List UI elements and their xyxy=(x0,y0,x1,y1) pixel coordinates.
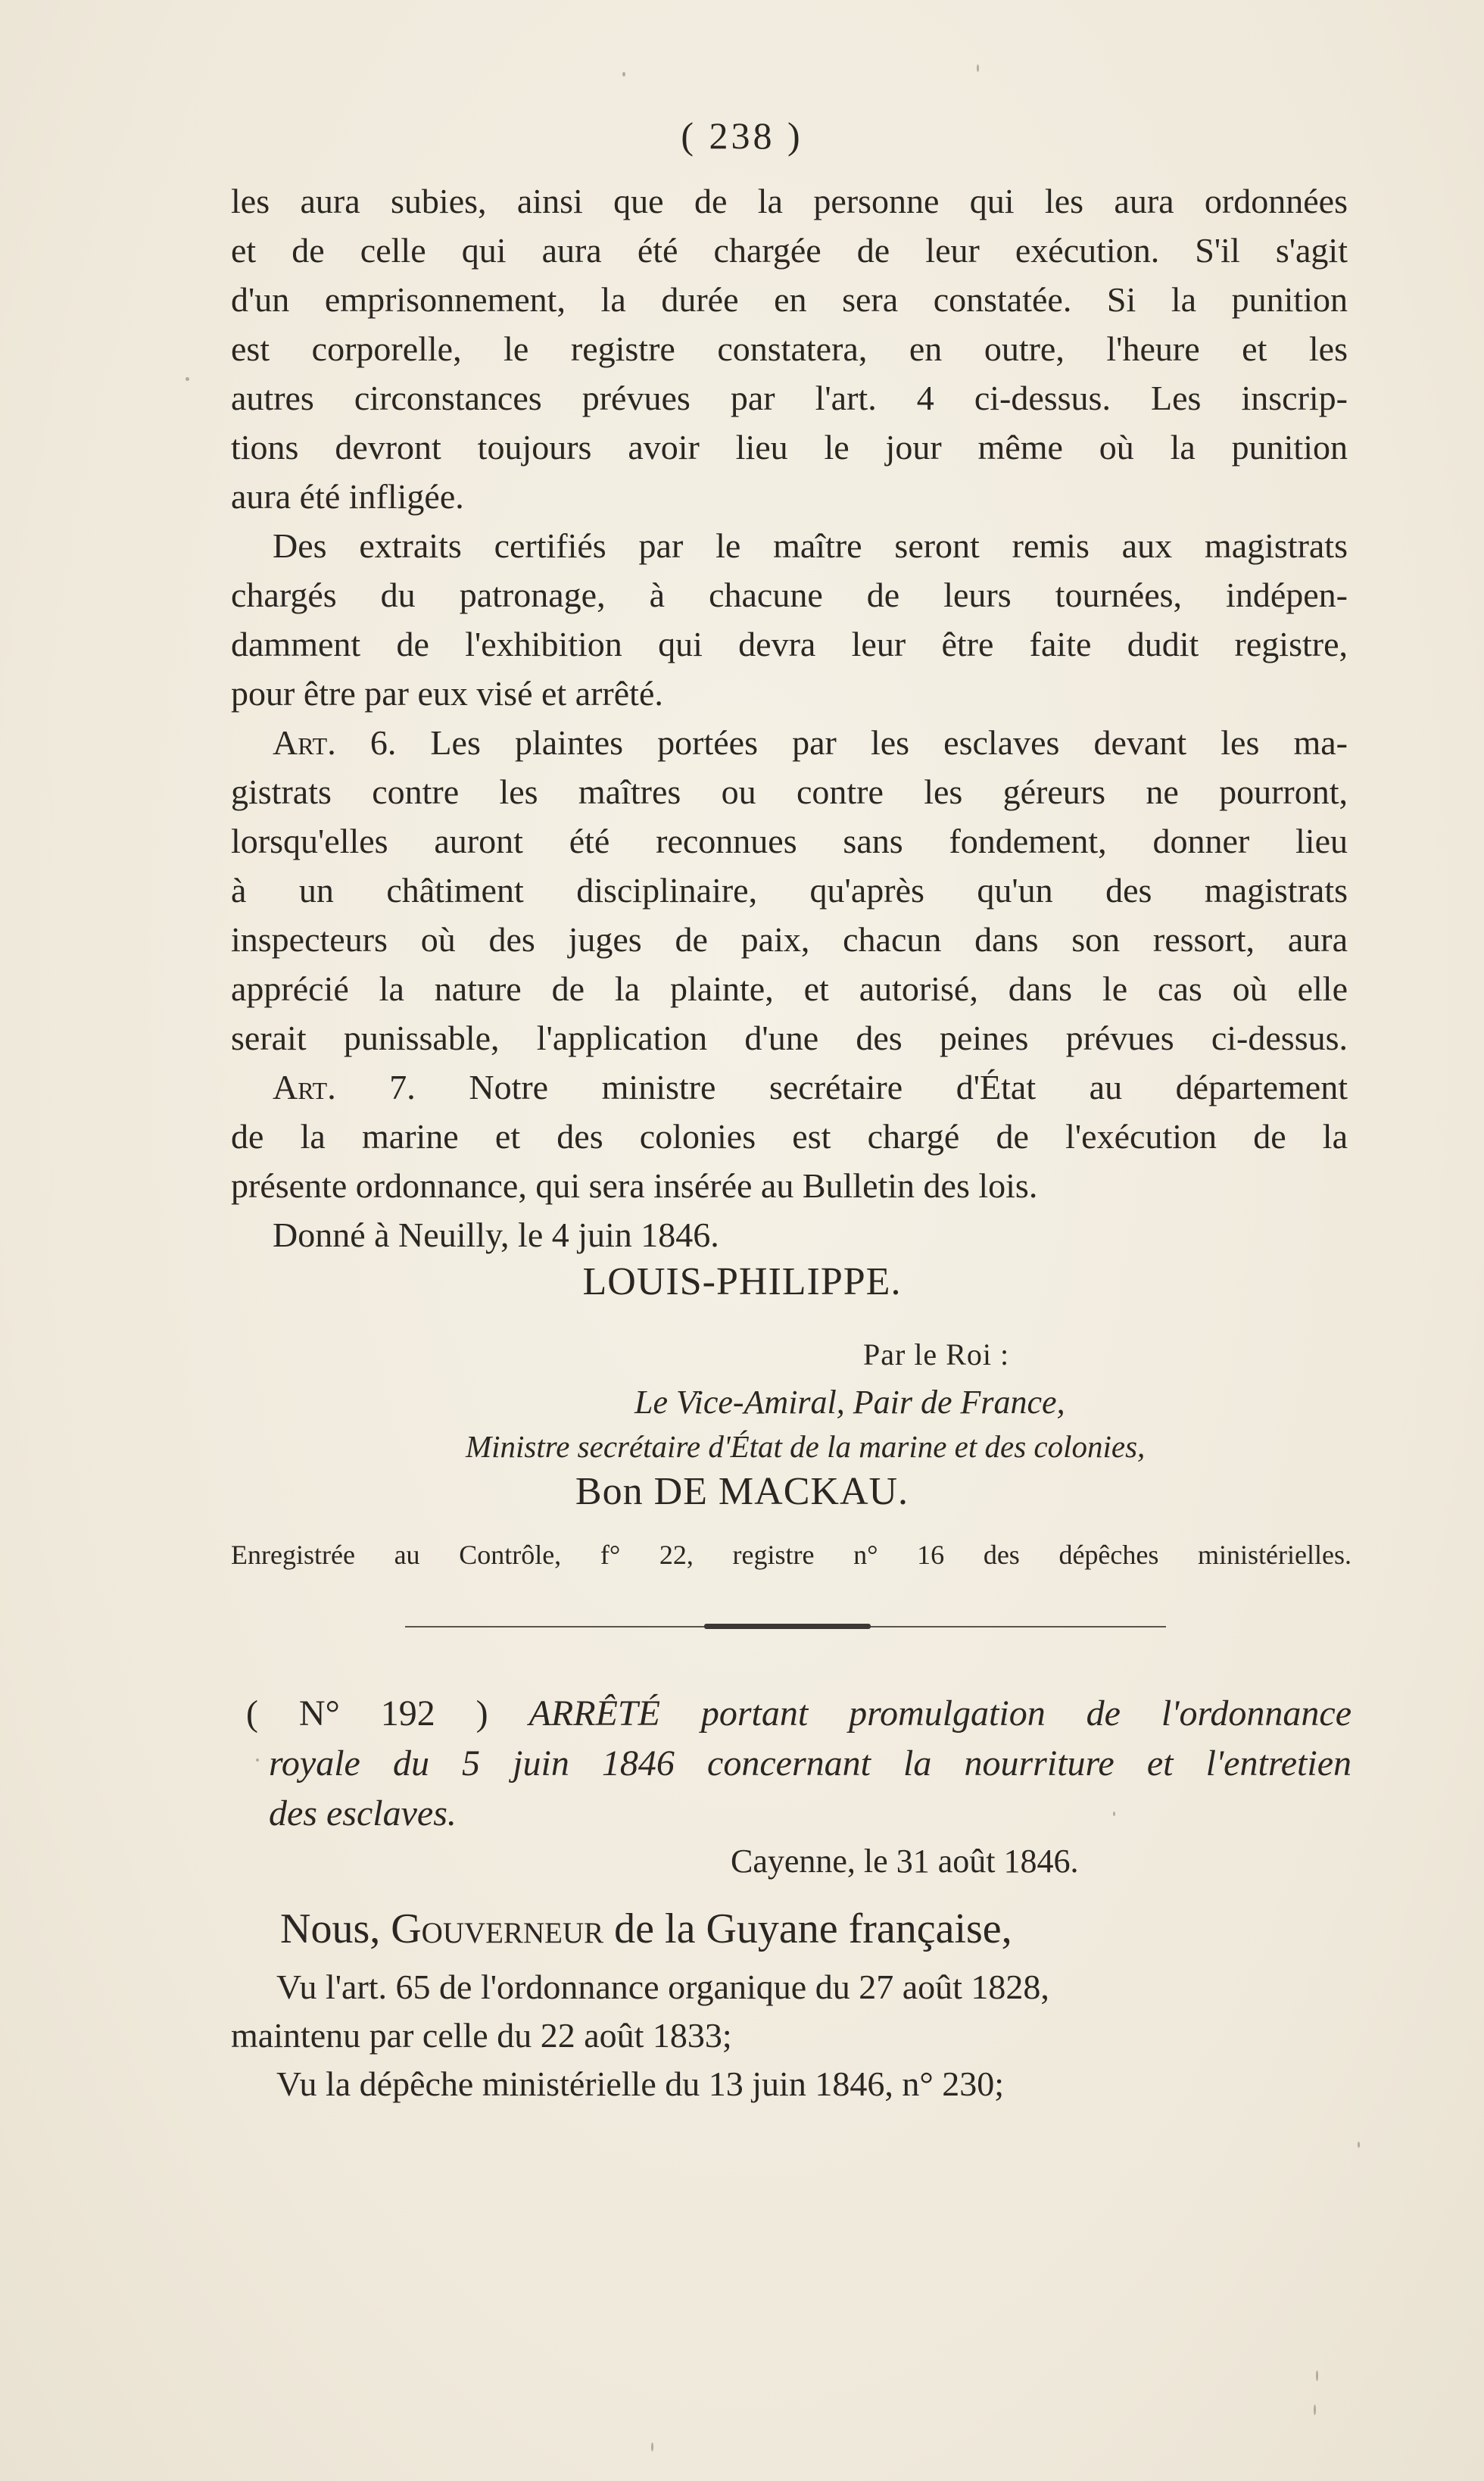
governor-heading xyxy=(280,1905,1012,1953)
extraits-paragraph xyxy=(231,521,1348,718)
text-line: d'un emprisonnement, la durée en sera constatée. Si la punition xyxy=(231,280,1348,319)
paper-speck xyxy=(1358,2142,1360,2148)
text-line xyxy=(231,1063,1348,1112)
nous-prefix: Nous, xyxy=(280,1905,391,1952)
ministre-line: Ministre secrétaire d'État de la marine et des colonies, xyxy=(466,1429,1146,1464)
text-line xyxy=(246,1689,1352,1739)
text-line: aura été infligée. xyxy=(231,477,464,516)
article-6 xyxy=(231,718,1348,1063)
king-signature: LOUIS-PHILIPPE. xyxy=(582,1260,902,1303)
text-line: autres circonstances prévues par l'art. 4 ci-dessus. Les inscrip- xyxy=(231,379,1348,417)
nous-suffix: de la Guyane française, xyxy=(603,1905,1012,1952)
governor-title: Gouverneur xyxy=(391,1905,604,1952)
arrete-header xyxy=(246,1689,1352,1839)
paper-speck xyxy=(651,2442,653,2451)
article-text: 7. Notre ministre secrétaire d'État au département xyxy=(335,1068,1348,1106)
arrete-title: ARRÊTÉ portant promulgation de l'ordonnance xyxy=(528,1693,1352,1734)
article-7 xyxy=(231,1063,1348,1259)
arrete-number: ( N° 192 ) xyxy=(246,1693,488,1734)
text-line: des esclaves. xyxy=(269,1793,457,1833)
article-label: Art. xyxy=(273,1068,336,1106)
par-le-roi: Par le Roi : xyxy=(863,1337,1010,1372)
text-line xyxy=(231,718,1348,767)
paper-speck xyxy=(1316,2370,1318,2381)
paper-speck xyxy=(977,64,979,72)
section-divider-center xyxy=(704,1624,871,1629)
text-line: lorsqu'elles auront été reconnues sans fondement, donner lieu xyxy=(231,822,1348,860)
text-line: inspecteurs où des juges de paix, chacun dans son ressort, aura xyxy=(231,920,1348,959)
paper-speck xyxy=(186,377,189,381)
page-number: ( 238 ) xyxy=(681,114,803,157)
text-line: de la marine et des colonies est chargé de l'exécution de la xyxy=(231,1117,1348,1156)
place-date: Cayenne, le 31 août 1846. xyxy=(731,1843,1079,1880)
text-line: apprécié la nature de la plainte, et autorisé, dans le cas où elle xyxy=(231,969,1348,1008)
paper-speck xyxy=(1314,2405,1316,2415)
paper-speck xyxy=(622,72,625,76)
minister-signature: Bon DE MACKAU. xyxy=(575,1470,909,1513)
continuation-paragraph xyxy=(231,176,1348,521)
text-line: pour être par eux visé et arrêté. xyxy=(231,674,663,713)
text-line: Des extraits certifiés par le maître seront remis aux magistrats xyxy=(273,526,1348,565)
paper-speck xyxy=(1113,1812,1115,1816)
text-line: maintenu par celle du 22 août 1833; xyxy=(231,2016,732,2055)
text-line: damment de l'exhibition qui devra leur être faite dudit registre, xyxy=(231,625,1348,663)
paper-speck xyxy=(256,1759,259,1762)
text-line: tions devront toujours avoir lieu le jour même où la punition xyxy=(231,428,1348,467)
text-line: Vu l'art. 65 de l'ordonnance organique du 27 août 1828, xyxy=(276,1968,1049,2006)
vu-paragraph xyxy=(231,1963,1352,2108)
text-line: serait punissable, l'application d'une des peines prévues ci-dessus. xyxy=(231,1019,1348,1057)
article-label: Art. xyxy=(273,723,336,762)
text-line: chargés du patronage, à chacune de leurs tournées, indépen- xyxy=(231,576,1348,614)
vice-amiral-line: Le Vice-Amiral, Pair de France, xyxy=(634,1384,1065,1421)
text-line: est corporelle, le registre constatera, en outre, l'heure et les xyxy=(231,329,1348,368)
text-line: à un châtiment disciplinaire, qu'après qu'un des magistrats xyxy=(231,871,1348,910)
text-line: royale du 5 juin 1846 concernant la nourriture et l'entretien xyxy=(269,1743,1352,1784)
text-line: et de celle qui aura été chargée de leur exécution. S'il s'agit xyxy=(231,231,1348,270)
text-line: gistrats contre les maîtres ou contre les géreurs ne pourront, xyxy=(231,772,1348,811)
text-line: les aura subies, ainsi que de la personne qui les aura ordonnées xyxy=(231,182,1348,220)
registration-note: Enregistrée au Contrôle, f° 22, registre n° 16 des dépêches ministérielles. xyxy=(231,1540,1352,1570)
text-line: présente ordonnance, qui sera insérée au Bulletin des lois. xyxy=(231,1166,1038,1205)
dated-line: Donné à Neuilly, le 4 juin 1846. xyxy=(273,1216,719,1254)
text-line: Vu la dépêche ministérielle du 13 juin 1846, n° 230; xyxy=(276,2064,1004,2103)
article-text: 6. Les plaintes portées par les esclaves devant les ma- xyxy=(335,723,1348,762)
